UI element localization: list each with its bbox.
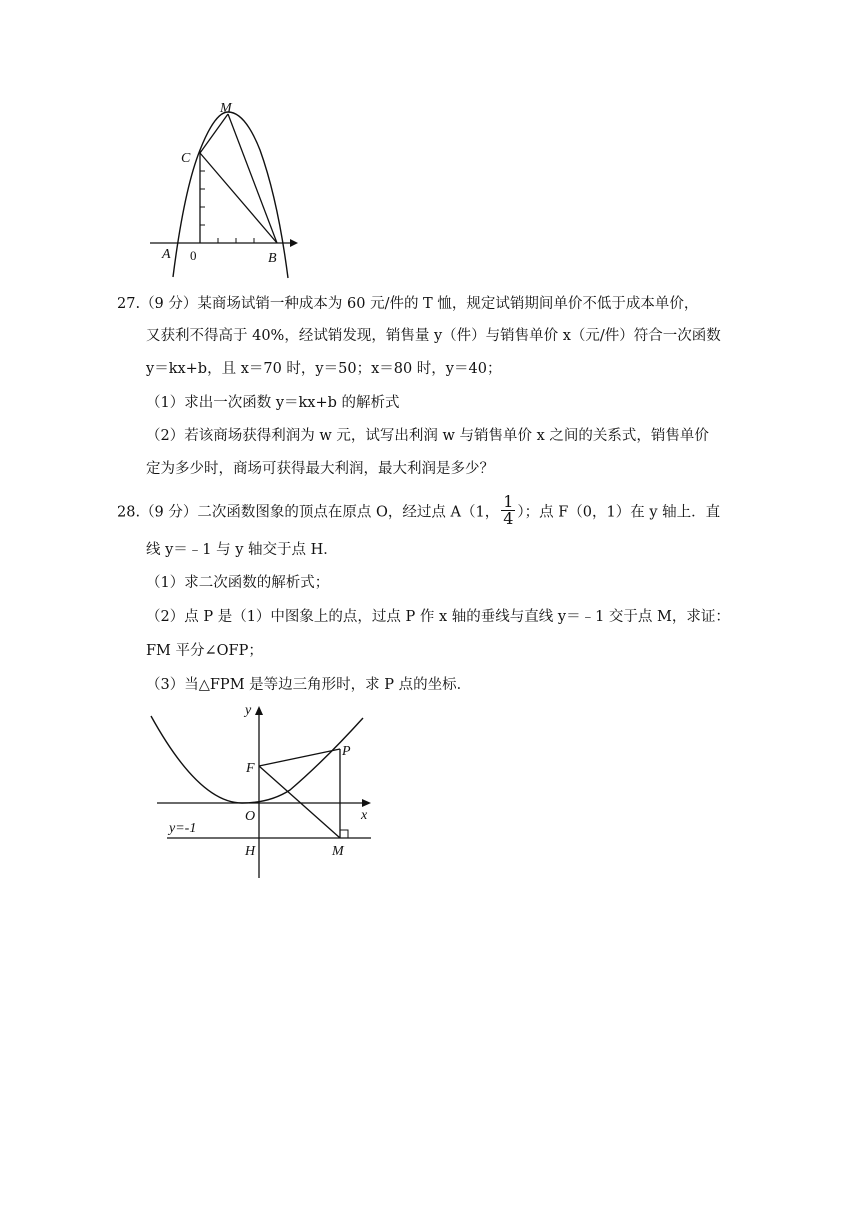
q28-part-1: （1）求二次函数的解析式； [146,575,330,591]
q28-number: 28. [117,504,141,521]
q28-stem-line-1-pre: （9 分）二次函数图象的顶点在原点 O，经过点 A（1， [140,504,500,521]
q28-stem-line-2: 线 y＝﹣1 与 y 轴交于点 H． [146,542,338,558]
fig2-label-p: P [342,744,351,759]
fig1-label-c: C [181,151,191,166]
fig1-label-a: A [162,247,171,262]
q27-line-1 [117,294,698,314]
fig2-label-f: F [246,761,255,776]
fig2-label-y: y [245,703,252,718]
fig2-label-x: x [361,808,368,823]
q28-part-3: （3）当△FPM 是等边三角形时，求 P 点的坐标． [146,677,472,693]
q27-part-1: （1）求出一次函数 y＝kx+b 的解析式 [146,395,400,411]
fig2-label-line-y-minus-1: y=-1 [169,821,197,836]
q27-stem-line-1: （9 分）某商场试销一种成本为 60 元/件的 T 恤，规定试销期间单价不低于成本单价， [140,296,699,312]
q28-stem-line-1-post: ）；点 F（0，1）在 y 轴上．直 [517,504,721,521]
figure-1-parabola-diagram [140,100,310,285]
fig1-segment-cm [200,114,228,153]
q27-number: 27. [117,296,141,312]
q27-part-2-line-2: 定为多少时，商场可获得最大利润，最大利润是多少？ [146,461,494,477]
fig2-x-axis-arrow [362,799,371,807]
q28-fraction-denominator: 4 [503,509,514,528]
fig1-label-m: M [220,101,232,116]
figure-2-parabola-diagram [145,700,385,882]
fig1-label-b: B [268,251,277,266]
fig2-right-angle-marker [340,830,348,838]
q28-part-2-line-1: （2）点 P 是（1）中图象上的点，过点 P 作 x 轴的垂线与直线 y＝﹣1 交于点 M，求证： [146,609,730,625]
q27-stem-line-2: 又获利不得高于 40%，经试销发现，销售量 y（件）与销售单价 x（元/件）符合一次函数 [146,328,721,344]
fig2-label-o: O [245,809,256,824]
q28-fraction [501,494,515,527]
q28-line-1 [117,492,721,529]
fig2-segment-fp [259,749,340,766]
q28-fraction-numerator: 1 [503,492,514,511]
q27-part-2-line-1: （2）若该商场获得利润为 w 元，试写出利润 w 与销售单价 x 之间的关系式，销售单价 [146,428,709,444]
fig2-parabola [151,716,363,803]
q27-stem-line-3: y＝kx+b，且 x＝70 时，y＝50；x＝80 时，y＝40； [146,361,502,377]
fig2-label-m: M [332,844,344,859]
fig2-y-axis-arrow [255,706,263,715]
fig2-segment-fm [259,766,340,838]
fig1-label-o: 0 [190,248,197,263]
fig2-label-h: H [245,844,256,859]
q28-part-2-line-2: FM 平分∠OFP； [146,643,263,659]
fig1-x-axis-arrow [290,239,298,247]
